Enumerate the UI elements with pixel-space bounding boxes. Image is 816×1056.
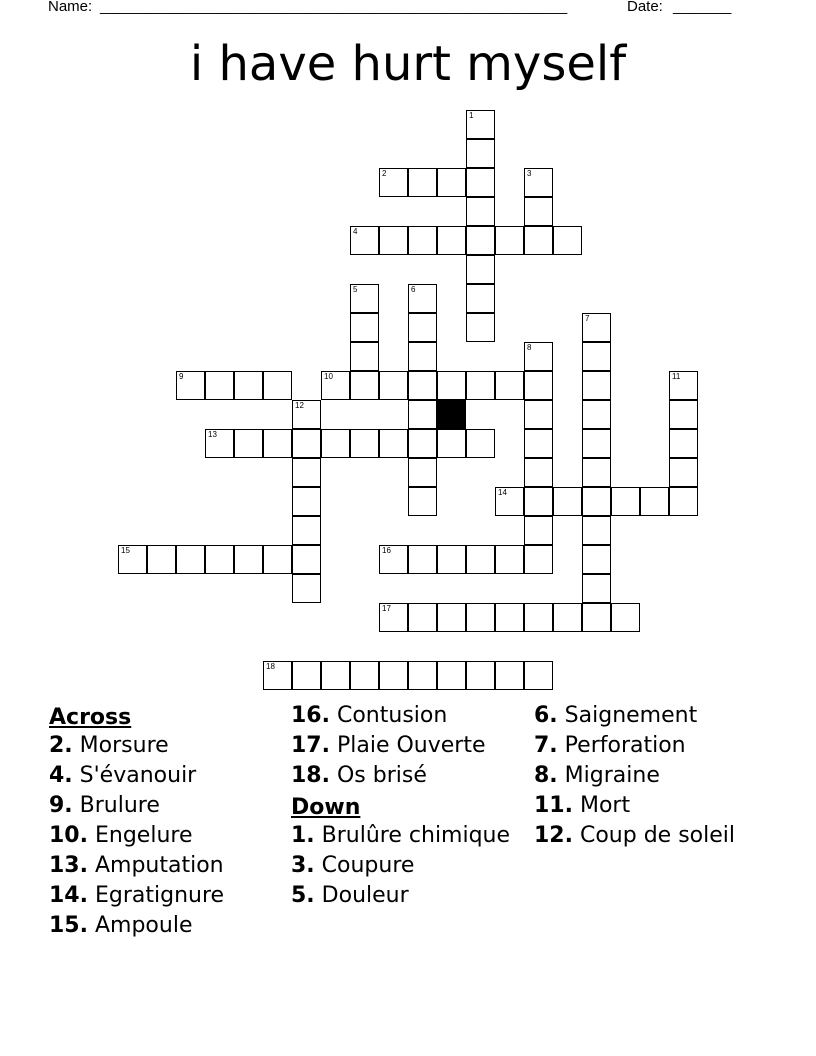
cell-number: 7 xyxy=(585,314,590,323)
grid-cell[interactable] xyxy=(292,516,321,545)
grid-cell[interactable] xyxy=(524,516,553,545)
down-heading: Down xyxy=(291,795,361,820)
across-heading: Across xyxy=(49,705,132,730)
grid-cell[interactable] xyxy=(379,168,408,197)
grid-cell[interactable] xyxy=(524,661,553,690)
clue-number: 1. xyxy=(291,823,315,848)
grid-cell[interactable] xyxy=(524,168,553,197)
clue-text: Morsure xyxy=(79,733,169,758)
grid-cell[interactable] xyxy=(408,429,437,458)
grid-cell[interactable] xyxy=(640,487,669,516)
grid-cell[interactable] xyxy=(321,661,350,690)
grid-cell[interactable] xyxy=(437,603,466,632)
grid-cell[interactable] xyxy=(408,313,437,342)
grid-cell[interactable] xyxy=(582,458,611,487)
grid-cell[interactable] xyxy=(582,313,611,342)
grid-cell[interactable] xyxy=(379,661,408,690)
cell-number: 8 xyxy=(527,343,532,352)
cell-number: 1 xyxy=(469,111,474,120)
clue-across-9 xyxy=(49,793,289,819)
grid-cell[interactable] xyxy=(582,574,611,603)
grid-cell[interactable] xyxy=(321,371,350,400)
clue-text: Perforation xyxy=(564,733,686,758)
clue-across-4 xyxy=(49,763,289,789)
clue-across-16 xyxy=(291,703,531,729)
grid-cell[interactable] xyxy=(350,313,379,342)
clue-down-8 xyxy=(534,763,774,789)
grid-cell[interactable] xyxy=(234,429,263,458)
clue-text: Contusion xyxy=(336,703,448,728)
clue-across-10 xyxy=(49,823,289,849)
clue-across-15 xyxy=(49,913,289,939)
grid-cell[interactable] xyxy=(292,545,321,574)
grid-cell[interactable] xyxy=(147,545,176,574)
grid-cell[interactable] xyxy=(350,226,379,255)
grid-cell[interactable] xyxy=(495,545,524,574)
clue-across-14 xyxy=(49,883,289,909)
clue-number: 13. xyxy=(49,853,88,878)
cell-number: 6 xyxy=(411,285,416,294)
clue-number: 15. xyxy=(49,913,88,938)
clue-number: 18. xyxy=(291,763,330,788)
grid-cell[interactable] xyxy=(524,226,553,255)
grid-cell[interactable] xyxy=(408,168,437,197)
clue-across-17 xyxy=(291,733,531,759)
grid-cell[interactable] xyxy=(669,458,698,487)
grid-cell[interactable] xyxy=(495,371,524,400)
black-square xyxy=(437,400,466,429)
grid-cell[interactable] xyxy=(437,545,466,574)
grid-cell[interactable] xyxy=(524,197,553,226)
grid-cell[interactable] xyxy=(321,429,350,458)
grid-cell[interactable] xyxy=(524,603,553,632)
clue-number: 4. xyxy=(49,763,73,788)
clue-text: Engelure xyxy=(94,823,193,848)
grid-cell[interactable] xyxy=(379,429,408,458)
grid-cell[interactable] xyxy=(466,168,495,197)
clue-number: 8. xyxy=(534,763,558,788)
grid-cell[interactable] xyxy=(495,603,524,632)
clue-number: 12. xyxy=(534,823,573,848)
grid-cell[interactable] xyxy=(495,487,524,516)
grid-cell[interactable] xyxy=(611,487,640,516)
clue-number: 6. xyxy=(534,703,558,728)
grid-cell[interactable] xyxy=(466,284,495,313)
clue-text: Amputation xyxy=(94,853,224,878)
cell-number: 3 xyxy=(527,169,532,178)
grid-cell[interactable] xyxy=(582,545,611,574)
grid-cell[interactable] xyxy=(466,313,495,342)
clue-across-13 xyxy=(49,853,289,879)
grid-cell[interactable] xyxy=(437,168,466,197)
clue-text: Douleur xyxy=(321,883,409,908)
grid-cell[interactable] xyxy=(205,429,234,458)
grid-cell[interactable] xyxy=(437,226,466,255)
grid-cell[interactable] xyxy=(408,284,437,313)
grid-cell[interactable] xyxy=(553,226,582,255)
clue-across-2 xyxy=(49,733,289,759)
grid-cell[interactable] xyxy=(437,661,466,690)
clue-down-11 xyxy=(534,793,774,819)
grid-cell[interactable] xyxy=(408,603,437,632)
cell-number: 10 xyxy=(324,372,333,381)
grid-cell[interactable] xyxy=(176,371,205,400)
grid-cell[interactable] xyxy=(379,545,408,574)
clue-down-5 xyxy=(291,883,531,909)
clue-text: Mort xyxy=(579,793,631,818)
clue-number: 7. xyxy=(534,733,558,758)
grid-cell[interactable] xyxy=(292,487,321,516)
clue-down-6 xyxy=(534,703,774,729)
clue-text: Os brisé xyxy=(336,763,427,788)
clue-number: 11. xyxy=(534,793,573,818)
grid-cell[interactable] xyxy=(495,226,524,255)
grid-cell[interactable] xyxy=(553,603,582,632)
grid-cell[interactable] xyxy=(350,342,379,371)
cell-number: 14 xyxy=(498,488,507,497)
grid-cell[interactable] xyxy=(350,284,379,313)
grid-cell[interactable] xyxy=(408,661,437,690)
clue-down-7 xyxy=(534,733,774,759)
clue-text: Brulure xyxy=(79,793,160,818)
grid-cell[interactable] xyxy=(263,545,292,574)
grid-cell[interactable] xyxy=(437,429,466,458)
cell-number: 18 xyxy=(266,662,275,671)
grid-cell[interactable] xyxy=(466,197,495,226)
grid-cell[interactable] xyxy=(524,371,553,400)
grid-cell[interactable] xyxy=(263,429,292,458)
grid-cell[interactable] xyxy=(263,661,292,690)
grid-cell[interactable] xyxy=(466,110,495,139)
grid-cell[interactable] xyxy=(350,371,379,400)
grid-cell[interactable] xyxy=(292,661,321,690)
clue-across-18 xyxy=(291,763,531,789)
grid-cell[interactable] xyxy=(669,400,698,429)
grid-cell[interactable] xyxy=(408,342,437,371)
grid-cell[interactable] xyxy=(118,545,147,574)
grid-cell[interactable] xyxy=(524,487,553,516)
grid-cell[interactable] xyxy=(495,661,524,690)
grid-cell[interactable] xyxy=(466,139,495,168)
clue-number: 3. xyxy=(291,853,315,878)
cell-number: 15 xyxy=(121,546,130,555)
name-field[interactable]: ________________________________________________________ xyxy=(100,0,568,15)
grid-cell[interactable] xyxy=(582,603,611,632)
grid-cell[interactable] xyxy=(263,371,292,400)
cell-number: 11 xyxy=(672,372,681,381)
page-title: i have hurt myself xyxy=(189,36,627,92)
cell-number: 5 xyxy=(353,285,358,294)
grid-cell[interactable] xyxy=(524,342,553,371)
grid-cell[interactable] xyxy=(524,545,553,574)
grid-cell[interactable] xyxy=(466,255,495,284)
grid-cell[interactable] xyxy=(553,487,582,516)
cell-number: 13 xyxy=(208,430,217,439)
clue-text: S'évanouir xyxy=(79,763,197,788)
grid-cell[interactable] xyxy=(669,371,698,400)
clues-column-3 xyxy=(534,703,774,853)
grid-cell[interactable] xyxy=(582,516,611,545)
cell-number: 9 xyxy=(179,372,184,381)
grid-cell[interactable] xyxy=(466,545,495,574)
date-field[interactable]: _______ xyxy=(673,0,732,15)
grid-cell[interactable] xyxy=(466,429,495,458)
grid-cell[interactable] xyxy=(205,371,234,400)
clues-column-1 xyxy=(49,703,289,943)
clue-text: Egratignure xyxy=(94,883,225,908)
name-label: Name: xyxy=(48,0,93,15)
clue-text: Coup de soleil xyxy=(579,823,735,848)
cell-number: 17 xyxy=(382,604,391,613)
grid-cell[interactable] xyxy=(582,487,611,516)
clue-number: 14. xyxy=(49,883,88,908)
grid-cell[interactable] xyxy=(408,226,437,255)
grid-cell[interactable] xyxy=(466,226,495,255)
grid-cell[interactable] xyxy=(408,545,437,574)
cell-number: 16 xyxy=(382,546,391,555)
grid-cell[interactable] xyxy=(350,429,379,458)
grid-cell[interactable] xyxy=(611,603,640,632)
grid-cell[interactable] xyxy=(582,429,611,458)
clue-text: Saignement xyxy=(564,703,698,728)
clue-text: Migraine xyxy=(564,763,660,788)
clue-number: 5. xyxy=(291,883,315,908)
cell-number: 12 xyxy=(295,401,304,410)
grid-cell[interactable] xyxy=(379,226,408,255)
grid-cell[interactable] xyxy=(466,371,495,400)
clue-down-3 xyxy=(291,853,531,879)
grid-cell[interactable] xyxy=(234,371,263,400)
grid-cell[interactable] xyxy=(524,458,553,487)
grid-cell[interactable] xyxy=(292,400,321,429)
clue-number: 16. xyxy=(291,703,330,728)
grid-cell[interactable] xyxy=(582,342,611,371)
date-label: Date: xyxy=(627,0,663,15)
clue-text: Plaie Ouverte xyxy=(336,733,486,758)
grid-cell[interactable] xyxy=(234,545,263,574)
grid-cell[interactable] xyxy=(176,545,205,574)
grid-cell[interactable] xyxy=(408,400,437,429)
grid-cell[interactable] xyxy=(582,371,611,400)
grid-cell[interactable] xyxy=(437,371,466,400)
cell-number: 4 xyxy=(353,227,358,236)
grid-cell[interactable] xyxy=(350,661,379,690)
grid-cell[interactable] xyxy=(408,371,437,400)
grid-cell[interactable] xyxy=(292,574,321,603)
clue-text: Brulûre chimique xyxy=(321,823,511,848)
grid-cell[interactable] xyxy=(582,400,611,429)
clue-text: Ampoule xyxy=(94,913,193,938)
grid-cell[interactable] xyxy=(292,429,321,458)
clue-number: 2. xyxy=(49,733,73,758)
grid-cell[interactable] xyxy=(408,458,437,487)
grid-cell[interactable] xyxy=(205,545,234,574)
cell-number: 2 xyxy=(382,169,387,178)
grid-cell[interactable] xyxy=(669,487,698,516)
grid-cell[interactable] xyxy=(379,371,408,400)
clue-number: 10. xyxy=(49,823,88,848)
clue-down-1 xyxy=(291,823,531,849)
grid-cell[interactable] xyxy=(466,661,495,690)
clue-down-12 xyxy=(534,823,774,849)
grid-cell[interactable] xyxy=(466,603,495,632)
grid-cell[interactable] xyxy=(669,429,698,458)
grid-cell[interactable] xyxy=(379,603,408,632)
grid-cell[interactable] xyxy=(292,458,321,487)
grid-cell[interactable] xyxy=(408,487,437,516)
grid-cell[interactable] xyxy=(524,400,553,429)
clue-number: 9. xyxy=(49,793,73,818)
clue-number: 17. xyxy=(291,733,330,758)
clue-text: Coupure xyxy=(321,853,415,878)
clues-column-2 xyxy=(291,703,531,913)
grid-cell[interactable] xyxy=(524,429,553,458)
